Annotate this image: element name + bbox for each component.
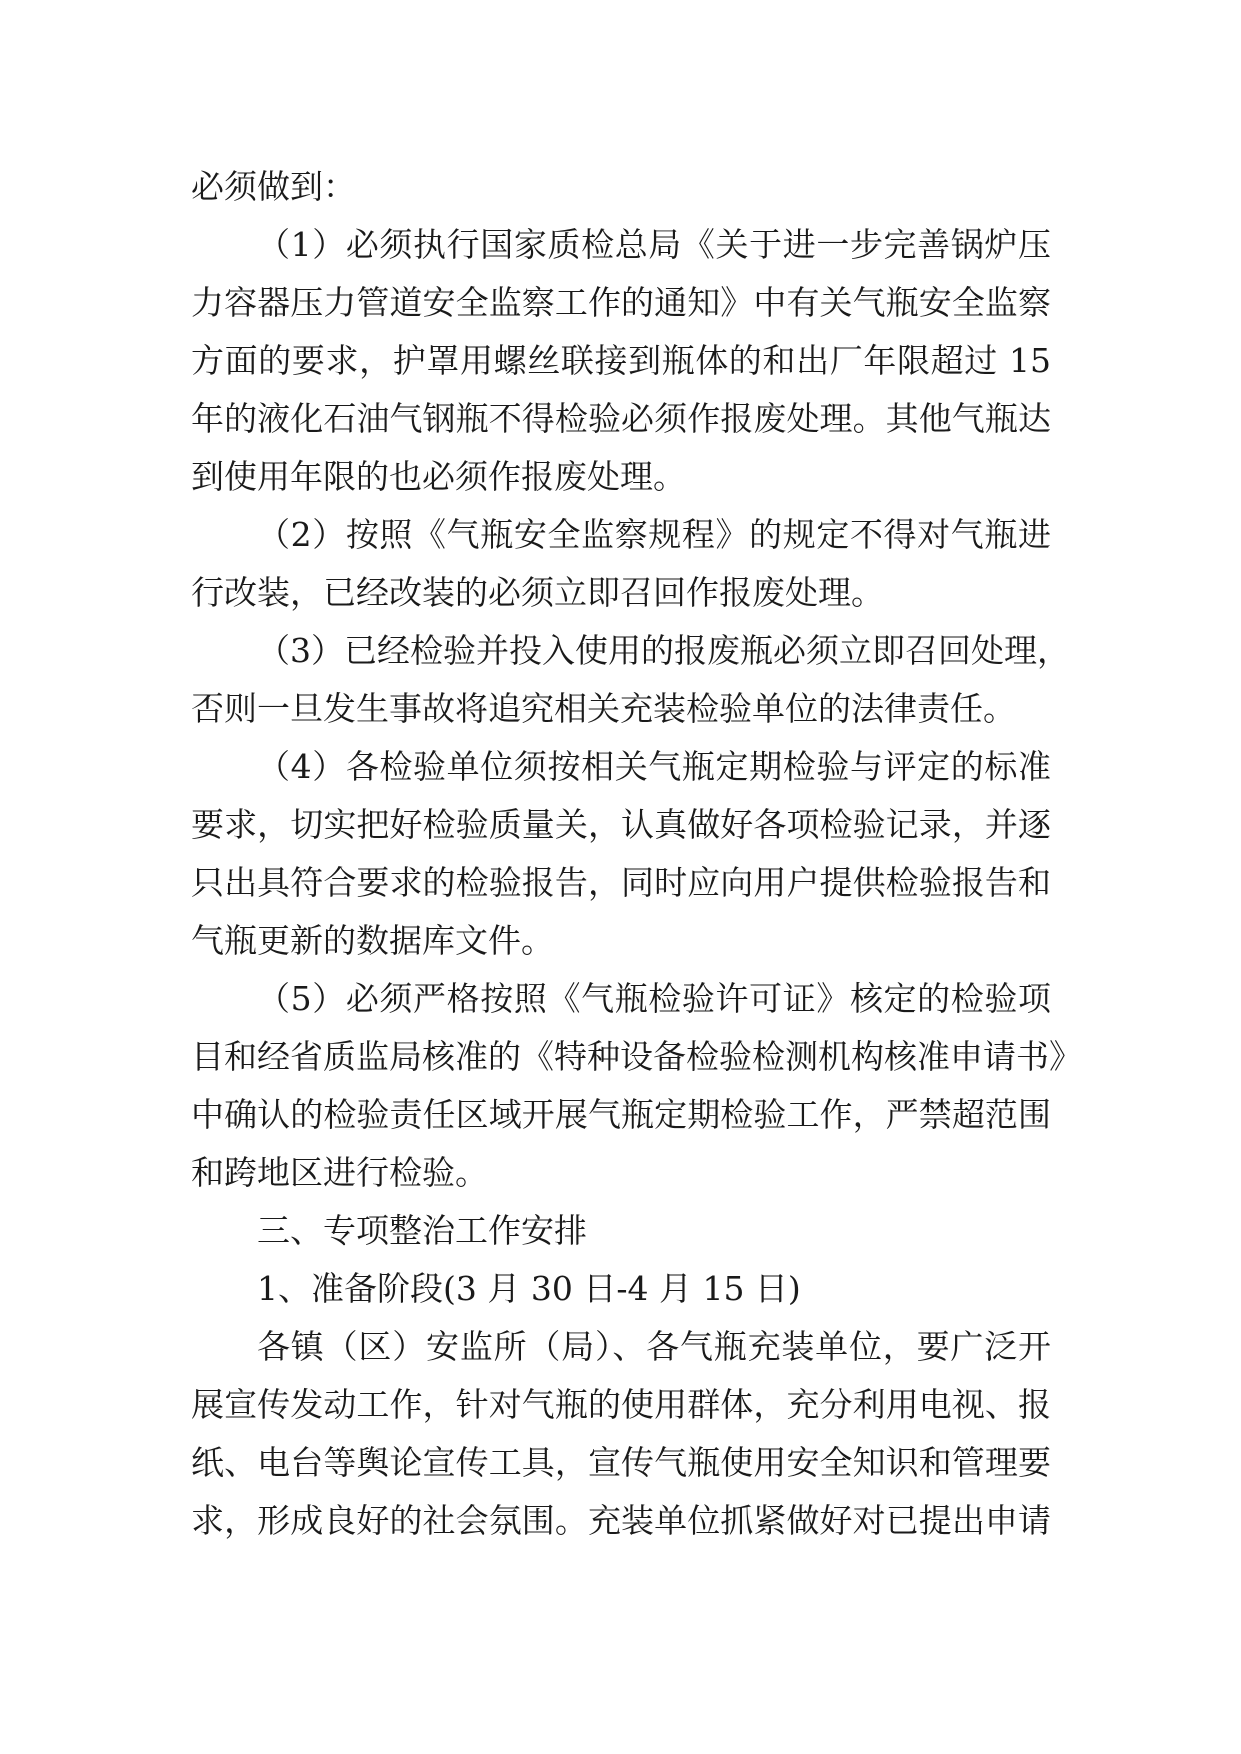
- text-line: （2）按照《气瓶安全监察规程》的规定不得对气瓶进: [257, 515, 1051, 554]
- text-line: 中确认的检验责任区域开展气瓶定期检验工作，严禁超范围: [191, 1095, 1051, 1134]
- text-line: 否则一旦发生事故将追究相关充装检验单位的法律责任。: [191, 689, 1016, 728]
- text-line: 三、专项整治工作安排: [257, 1211, 587, 1250]
- text-line: （5）必须严格按照《气瓶检验许可证》核定的检验项: [257, 979, 1051, 1018]
- text-line: 各镇（区）安监所（局）、各气瓶充装单位，要广泛开: [257, 1327, 1051, 1366]
- body-text: [191, 158, 1082, 1550]
- text-line: 要求，切实把好检验质量关，认真做好各项检验记录，并逐: [191, 805, 1051, 844]
- text-line: （3）已经检验并投入使用的报废瓶必须立即召回处理，: [257, 631, 1070, 670]
- text-line: 求，形成良好的社会氛围。充装单位抓紧做好对已提出申请: [191, 1501, 1051, 1540]
- text-line: 行改装，已经改装的必须立即召回作报废处理。: [191, 573, 884, 612]
- text-line: 展宣传发动工作，针对气瓶的使用群体，充分利用电视、报: [191, 1385, 1051, 1424]
- text-line: 方面的要求，护罩用螺丝联接到瓶体的和出厂年限超过 15: [191, 341, 1051, 380]
- text-line: （4）各检验单位须按相关气瓶定期检验与评定的标准: [257, 747, 1051, 786]
- text-line: 纸、电台等舆论宣传工具，宣传气瓶使用安全知识和管理要: [191, 1443, 1051, 1482]
- text-line: 力容器压力管道安全监察工作的通知》中有关气瓶安全监察: [191, 283, 1051, 322]
- text-line: 只出具符合要求的检验报告，同时应向用户提供检验报告和: [191, 863, 1051, 902]
- text-line: 气瓶更新的数据库文件。: [191, 921, 554, 960]
- text-line: 目和经省质监局核准的《特种设备检验检测机构核准申请书》: [191, 1037, 1082, 1076]
- text-line: 到使用年限的也必须作报废处理。: [191, 457, 686, 496]
- text-line: 必须做到：: [191, 167, 356, 206]
- text-line: 年的液化石油气钢瓶不得检验必须作报废处理。其他气瓶达: [191, 399, 1051, 438]
- text-line: 1、准备阶段(3 月 30 日-4 月 15 日): [257, 1269, 801, 1308]
- text-line: 和跨地区进行检验。: [191, 1153, 488, 1192]
- text-line: （1）必须执行国家质检总局《关于进一步完善锅炉压: [257, 225, 1051, 264]
